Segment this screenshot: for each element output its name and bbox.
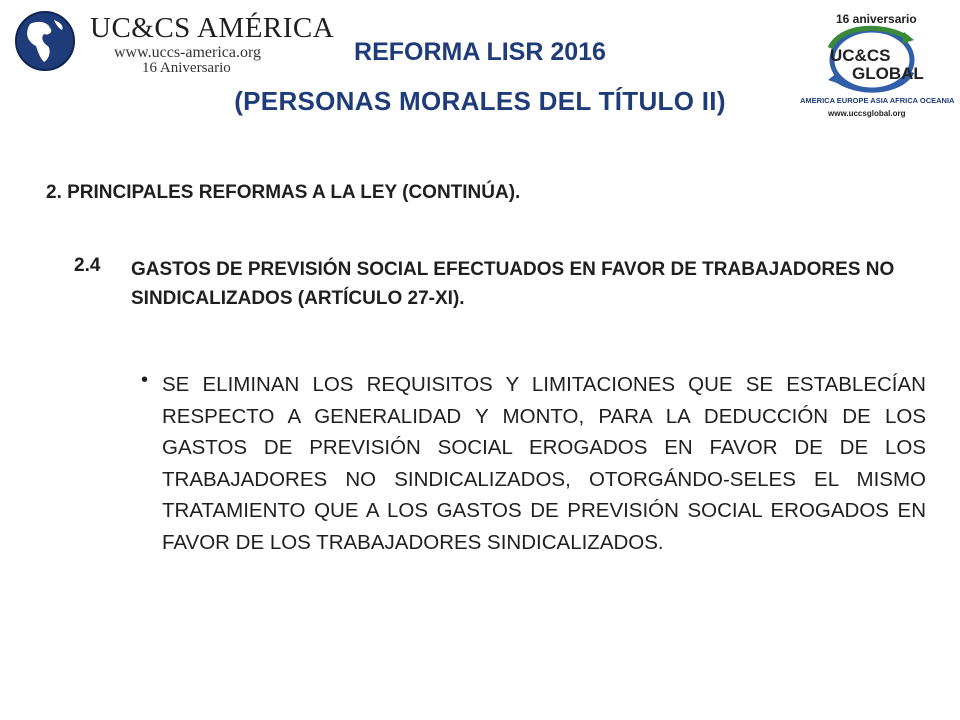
logo-left-anniversary: 16 Aniversario bbox=[142, 60, 231, 76]
uccs-global-logo bbox=[800, 8, 955, 128]
bullet-paragraph: SE ELIMINAN LOS REQUISITOS Y LIMITACIONES QUE SE ESTABLECÍAN RESPECTO A GENERALIDAD Y MONTO, PARA LA DEDUCCIÓN DE LOS GASTOS DE PREVISIÓN SOCIAL EROGADOS EN FAVOR DE DE LOS TRABAJADORES NO SINDICALIZADOS, OTORGÁNDO-SELES EL MISMO TRATAMIENTO QUE A LOS GASTOS DE PREVISIÓN SOCIAL EROGADOS EN FAVOR DE LOS TRABAJADORES SINDICALIZADOS. bbox=[162, 373, 926, 554]
subsection-title: GASTOS DE PREVISIÓN SOCIAL EFECTUADOS EN FAVOR DE TRABAJADORES NO SINDICALIZADOS (ARTÍCULO 27-XI). bbox=[131, 259, 895, 309]
logo-right-anniversary: 16 aniversario bbox=[836, 12, 917, 26]
logo-left-url: www.uccs-america.org bbox=[114, 44, 262, 61]
logo-right-brand-line2: GLOBAL bbox=[852, 64, 924, 83]
page-subtitle: (PERSONAS MORALES DEL TÍTULO II) bbox=[234, 86, 726, 116]
bullet-marker: • bbox=[141, 369, 149, 391]
logo-right-regions: AMERICA EUROPE ASIA AFRICA OCEANIA bbox=[800, 96, 955, 105]
logo-right-url: www.uccsglobal.org bbox=[828, 109, 906, 118]
subsection-number: 2.4 bbox=[74, 255, 101, 276]
section-heading: 2. PRINCIPALES REFORMAS A LA LEY (CONTINÚA). bbox=[46, 182, 521, 203]
page-title: REFORMA LISR 2016 bbox=[354, 38, 606, 66]
logo-right-brand-line1: UC&CS bbox=[830, 46, 891, 65]
logo-left-name: UC&CS AMÉRICA bbox=[90, 12, 335, 44]
